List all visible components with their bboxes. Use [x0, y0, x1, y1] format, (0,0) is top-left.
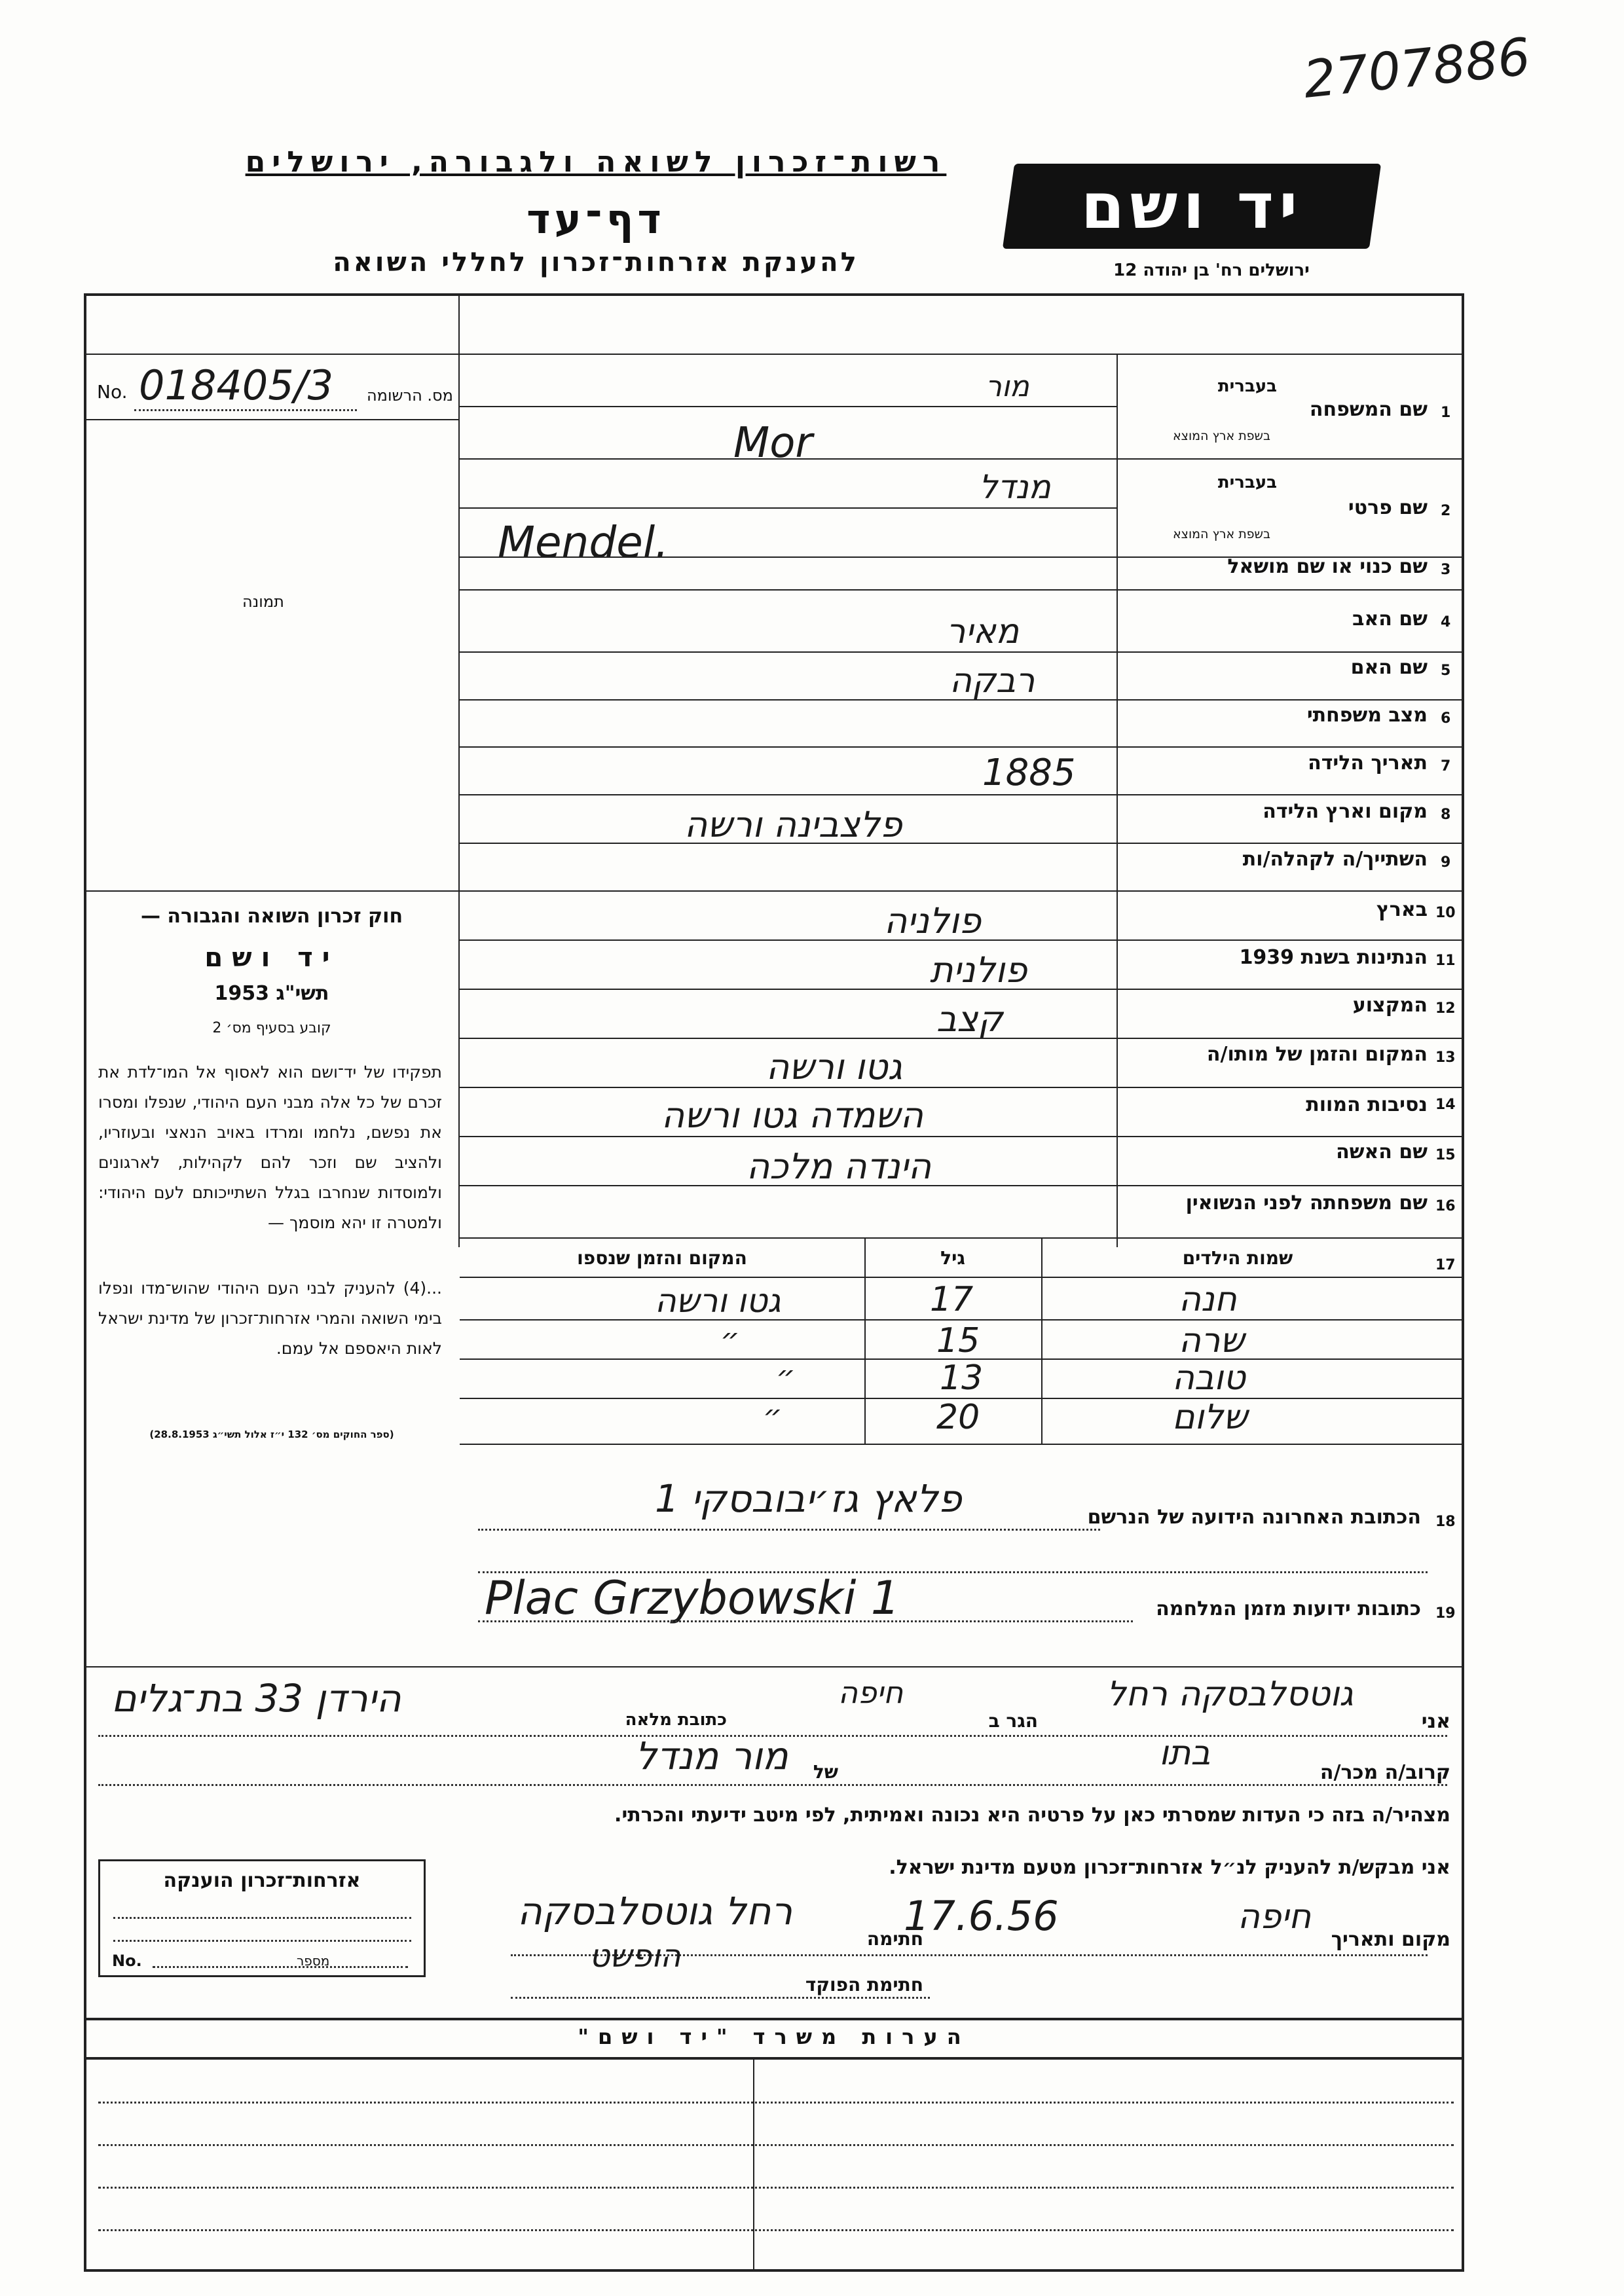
- form-subtitle: להענקת אזרחות־זכרון לחללי השואה: [333, 247, 859, 278]
- field-11-value: פולנית: [930, 949, 1027, 991]
- child-name: טובה: [1172, 1358, 1246, 1398]
- law-paragraph-1: תפקידו של יד־ושם הוא לאסוף אל המו־לדת את זכרם של כל אלה מבני העם היהודי, שנפלו ומסרו את נפשם, נלחמו ומרדו באויב הנאצי ובעוזריו, ולהציב שם וזכר להם לקהילות, לארגונים ולמוסדות שנחרבו בגלל השתייכותם לעם היהודי: ולמטרה זו יהא מוסמך —: [98, 1063, 442, 1232]
- field-5-label: שם האם: [1350, 656, 1428, 679]
- field-1-sub-hebrew: בעברית: [1217, 376, 1277, 396]
- field-7-label: תאריך הלידה: [1308, 752, 1428, 774]
- archive-number: 2707886: [1301, 27, 1534, 110]
- declarant-name: גוטסלבסקה רחל: [1107, 1675, 1354, 1714]
- field-8-label: מקום וארץ הלידה: [1263, 800, 1428, 823]
- field-4-label: שם האב: [1352, 608, 1428, 630]
- registration-number: 018405/3: [139, 361, 334, 409]
- child-place: ״: [776, 1358, 796, 1394]
- declarant-of-label: של: [813, 1761, 838, 1783]
- citizenship-number-label: מספר: [297, 1953, 330, 1969]
- field-14-value: השמדה גטו ורשה: [661, 1095, 924, 1136]
- registration-label: מס. הרשומה: [367, 386, 453, 405]
- law-reference: (ספר החוקים מס׳ 132 י״ז אלול תשי״ג 28.8.1953): [149, 1429, 394, 1440]
- field-12-label: המקצוע: [1352, 994, 1428, 1017]
- field-16-label: שם משפחתה לפני הנשואין: [1185, 1192, 1428, 1214]
- field-2-sub-hebrew: בעברית: [1217, 473, 1277, 492]
- children-col-names: שמות הילדים: [1182, 1247, 1293, 1269]
- declarant-full-address-label: כתובת מלאה: [625, 1710, 727, 1730]
- field-1-value-origin: Mor: [733, 419, 813, 467]
- field-2-value-origin: Mendel.: [498, 517, 669, 568]
- registration-prefix: No.: [97, 381, 128, 403]
- field-2-label: שם פרטי: [1348, 496, 1428, 519]
- field-9-label: השתייך/ה לקהלה/ות: [1242, 848, 1428, 871]
- declarant-full-address: הירדן 33 בת־גלים: [111, 1676, 401, 1721]
- law-clause: קובע בסעיף מס׳ 2: [212, 1020, 331, 1036]
- child-name: שלום: [1172, 1398, 1248, 1437]
- declarant-resides-label: הגר ב: [988, 1710, 1038, 1732]
- declaration-place: חיפה: [1238, 1897, 1312, 1937]
- field-13-label: המקום והזמן של מותו/ה: [1206, 1043, 1428, 1066]
- law-paragraph-2: ...(4) להעניק לבני העם היהודי שהוש־מדו ונפלו בימי השואה והמרי אזרחות־זכרון של מדינת ישראל לאות היאספם אל עמם.: [98, 1279, 442, 1358]
- officer-signature: הופשט: [589, 1938, 681, 1975]
- authority-title: רשות־זכרון לשואה ולגבורה, ירושלים: [245, 145, 947, 179]
- field-2-sub-origin: בשפת ארץ המוצא: [1172, 527, 1270, 541]
- header-address: ירושלים רח' בן יהודה 12: [1113, 261, 1310, 280]
- yad-vashem-logo: [1003, 164, 1381, 249]
- logo-text: יד ושם: [1080, 170, 1303, 243]
- law-year: תשי"ג 1953: [214, 982, 329, 1005]
- address-last-value: פלאץ גז׳יבובסקי 1: [655, 1476, 962, 1521]
- child-place: ״: [720, 1321, 740, 1357]
- field-1-label: שם המשפחה: [1309, 398, 1428, 421]
- law-title: חוק זכרון השואה והגבורה —: [140, 905, 403, 928]
- child-place: גטו ורשה: [655, 1282, 781, 1320]
- declarant-request: אני מבקש/ת להעניק לנ״ל אזרחות־זכרון מטעם מדינת ישראל.: [889, 1856, 1450, 1879]
- declarant-of-name: מור מנדל: [635, 1734, 788, 1778]
- field-8-value: פלצבינה ורשה: [684, 804, 902, 845]
- field-15-label: שם האשה: [1336, 1140, 1428, 1163]
- address-last-label: הכתובת האחרונה הידועה של הנרשם: [1087, 1506, 1421, 1529]
- children-col-age: גיל: [940, 1247, 965, 1269]
- child-name: שרה: [1179, 1321, 1245, 1360]
- place-date-label: מקום ותאריך: [1331, 1928, 1450, 1951]
- office-notes-title: הערות משרד "יד ושם": [578, 2024, 970, 2049]
- declaration-date: 17.6.56: [904, 1892, 1059, 1940]
- child-age: 13: [940, 1358, 984, 1398]
- law-name: יד ושם: [204, 943, 339, 973]
- field-15-value: הינדה מלכה: [747, 1146, 932, 1187]
- address-war-label: כתובות ידועות מזמן המלחמה: [1156, 1597, 1421, 1620]
- citizenship-number-prefix: No.: [112, 1952, 142, 1970]
- citizenship-box-title: אזרחות־זכרון הוענקה: [163, 1869, 361, 1892]
- declarant-statement: מצהיר/ה בזה כי העדות שמסרתי כאן על פרטיה היא נכונה ואמיתית, לפי מיטב ידיעתי והכרתי.: [614, 1804, 1450, 1827]
- children-col-place: המקום והזמן שנספו: [577, 1247, 747, 1269]
- field-13-value: גטו ורשה: [766, 1046, 902, 1087]
- declarant-ani-label: אני: [1421, 1710, 1450, 1733]
- photo-label: תמונה: [242, 592, 284, 611]
- child-name: חנה: [1179, 1280, 1237, 1319]
- field-6-label: מצב משפחתי: [1306, 704, 1428, 727]
- child-age: 15: [936, 1321, 980, 1360]
- child-place: ״: [763, 1398, 783, 1433]
- declarant-relation: בתו: [1159, 1734, 1211, 1773]
- child-age: 17: [930, 1280, 974, 1319]
- declarant-signature: רחל גוטסלבסקה: [517, 1889, 793, 1933]
- field-1-value-hebrew: מור: [986, 370, 1029, 403]
- field-10-label: בארץ: [1376, 898, 1428, 921]
- child-age: 20: [936, 1398, 980, 1437]
- declarant-relation-label: קרוב/ה מכר/ה: [1320, 1761, 1450, 1784]
- field-5-value: רבקה: [950, 661, 1035, 701]
- field-7-value: 1885: [982, 752, 1076, 794]
- citizenship-box: [98, 1859, 426, 1977]
- field-12-value: קצב: [936, 998, 1003, 1040]
- form-title: דף־עד: [526, 195, 665, 243]
- field-4-value: מאיר: [946, 612, 1020, 651]
- field-1-sub-origin: בשפת ארץ המוצא: [1172, 429, 1270, 443]
- field-10-value: פולניה: [884, 900, 982, 941]
- declarant-city: חיפה: [838, 1675, 904, 1710]
- field-2-value-hebrew: מנדל: [979, 468, 1051, 506]
- address-war-value: Plac Grzybowski 1: [485, 1571, 900, 1625]
- field-11-label: הנתינות בשנת 1939: [1239, 946, 1428, 969]
- field-14-label: נסיבות המוות: [1306, 1093, 1428, 1116]
- officer-signature-label: חתימת הפוקד: [805, 1974, 923, 1995]
- signature-label: חתימה: [866, 1928, 923, 1950]
- field-3-label: שם כנוי או שם מושאל: [1227, 555, 1428, 578]
